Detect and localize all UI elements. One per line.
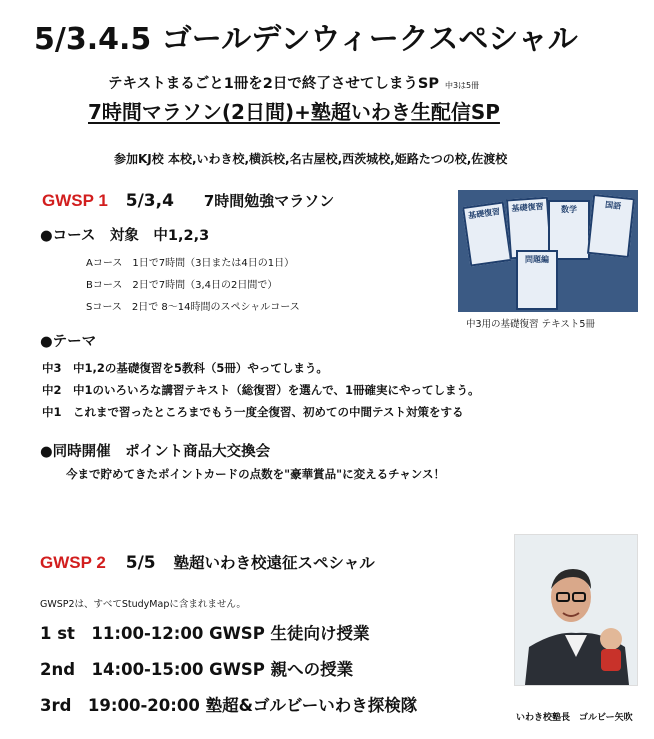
textbook-image: 国語 xyxy=(587,194,635,258)
headline: 7時間マラソン(2日間)+塾超いわき生配信SP xyxy=(88,100,500,124)
tagline-text: テキストまるごと1冊を2日で終了させてしまうSP xyxy=(108,76,439,92)
schedule-2nd: 2nd 14:00-15:00 GWSP 親への授業 xyxy=(40,660,354,679)
course-a: Aコース 1日で7時間（3日または4日の1日） xyxy=(86,258,295,269)
theme-heading: ●テーマ xyxy=(40,334,97,350)
portrait-caption: いわき校塾長 ゴルビー矢吹 xyxy=(516,713,633,723)
gwsp1-title: 7時間勉強マラソン xyxy=(203,192,335,210)
gwsp2-label: GWSP 2 xyxy=(40,553,106,572)
theme-grade2: 中2 中1のいろいろな講習テキスト（総復習）を選んで、1冊確実にやってしまう。 xyxy=(42,383,480,397)
event-text: 今まで貯めてきたポイントカードの点数を"豪華賞品"に変えるチャンス！ xyxy=(66,467,445,481)
course-heading: ●コース 対象 中1,2,3 xyxy=(40,228,210,244)
event-heading: ●同時開催 ポイント商品大交換会 xyxy=(40,444,271,460)
course-b: Bコース 2日で7時間（3,4日の2日間で） xyxy=(86,280,278,291)
page-title: 5/3.4.5 ゴールデンウィークスペシャル xyxy=(34,22,578,57)
portrait-illustration xyxy=(515,535,637,685)
textbook-image: 基礎復習 xyxy=(462,201,512,266)
textbook-image: 数学 xyxy=(548,200,590,260)
campus-list: 参加KJ校 本校,いわき校,横浜校,名古屋校,西茨城校,姫路たつの校,佐渡校 xyxy=(114,152,508,166)
textbook-photo xyxy=(458,190,638,312)
gwsp2-title: 塾超いわき校遠征スペシャル xyxy=(173,554,375,572)
schedule-1st: 1 st 11:00-12:00 GWSP 生徒向け授業 xyxy=(40,624,370,643)
theme-grade1: 中1 これまで習ったところまでもう一度全復習、初めての中間テスト対策をする xyxy=(42,405,464,419)
gwsp2-note: GWSP2は、すべてStudyMapに含まれません。 xyxy=(40,599,246,610)
theme-grade3: 中3 中1,2の基礎復習を5教科（5冊）やってしまう。 xyxy=(42,361,328,375)
gwsp1-label: GWSP 1 xyxy=(42,191,108,210)
gwsp2-date: 5/5 xyxy=(125,553,156,573)
gwsp1-heading xyxy=(42,190,334,211)
schedule-3rd: 3rd 19:00-20:00 塾超&ゴルビーいわき探検隊 xyxy=(40,696,418,715)
portrait-photo xyxy=(514,534,638,686)
tagline-note: 中3は5冊 xyxy=(444,81,480,90)
textbook-image: 基礎復習 xyxy=(506,197,552,260)
gwsp1-dates: 5/3,4 xyxy=(125,191,174,211)
tagline xyxy=(108,72,479,93)
textbook-image: 問題編 xyxy=(516,250,558,310)
course-s: Sコース 2日で 8〜14時間のスペシャルコース xyxy=(86,302,300,313)
gwsp2-heading xyxy=(40,551,375,573)
textbook-caption: 中3用の基礎復習 テキスト5冊 xyxy=(466,319,595,330)
